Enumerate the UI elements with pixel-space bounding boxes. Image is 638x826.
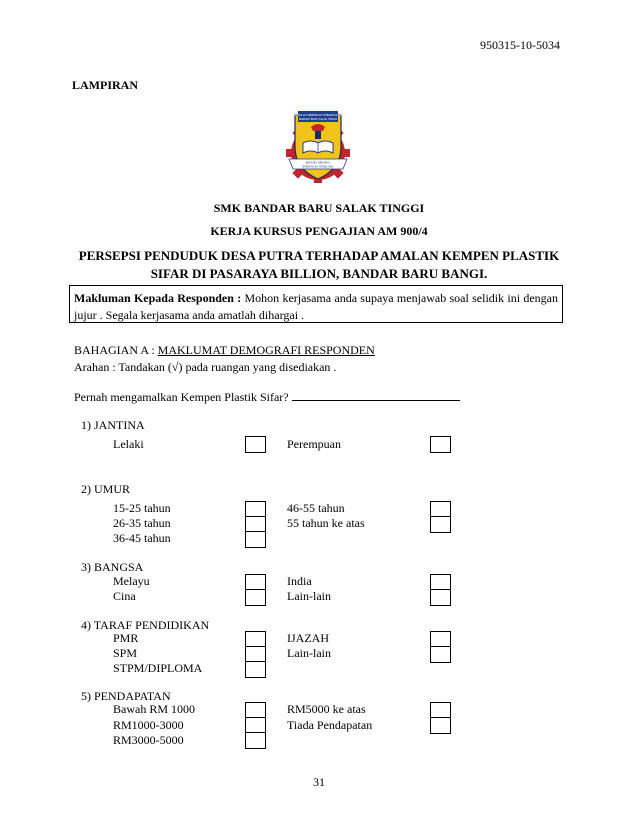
svg-text:BERILMU BERAMAL: BERILMU BERAMAL [305, 161, 331, 165]
option-label: 55 tahun ke atas [287, 516, 365, 530]
question-heading: 3) BANGSA [81, 560, 144, 574]
notice-label: Makluman Kepada Responden : [74, 291, 242, 305]
checkbox-tiada-pendapatan[interactable] [430, 717, 451, 734]
option-label: 46-55 tahun [287, 501, 345, 515]
question-heading: 1) JANTINA [81, 418, 145, 432]
checkbox-lain-lain-bangsa[interactable] [430, 589, 451, 606]
question-heading: 2) UMUR [81, 482, 131, 496]
option-label: 15-25 tahun [113, 501, 171, 515]
section-prefix: BAHAGIAN A : [74, 343, 158, 357]
option-label: RM3000-5000 [113, 733, 184, 747]
option-label: Perempuan [287, 437, 341, 451]
school-name: SMK BANDAR BARU SALAK TINGGI [213, 201, 425, 215]
svg-text:SEKOLAH MENENGAH KEBANGSAAN: SEKOLAH MENENGAH KEBANGSAAN [294, 114, 342, 117]
question-heading: 4) TARAF PENDIDIKAN [81, 618, 210, 632]
topic-title-line1: PERSEPSI PENDUDUK DESA PUTRA TERHADAP AMALAN KEMPEN PLASTIK [78, 248, 560, 263]
option-label: Lain-lain [287, 646, 331, 660]
option-label: STPM/DIPLOMA [113, 661, 203, 675]
option-label: IJAZAH [287, 631, 329, 645]
checkbox-36-45[interactable] [245, 531, 266, 548]
option-label: Lelaki [113, 437, 144, 451]
checkbox-lelaki[interactable] [245, 436, 266, 453]
option-label: Lain-lain [287, 589, 331, 603]
checkbox-lain-lain-pendidikan[interactable] [430, 646, 451, 663]
respondent-notice-box [69, 285, 563, 323]
school-crest-logo [281, 107, 355, 185]
option-label: Tiada Pendapatan [287, 718, 373, 732]
page-number: 31 [313, 775, 325, 789]
course-name: KERJA KURSUS PENGAJIAN AM 900/4 [210, 224, 428, 238]
option-label: 26-35 tahun [113, 516, 171, 530]
option-label: RM1000-3000 [113, 718, 184, 732]
checkbox-rm3000-5000[interactable] [245, 732, 266, 749]
svg-text:BERAKHLAK TERBILANG: BERAKHLAK TERBILANG [302, 165, 334, 169]
campaign-question [74, 390, 460, 405]
checkbox-perempuan[interactable] [430, 436, 451, 453]
notice-text: Mohon kerjasama anda supaya menjawab soal selidik ini dengan jujur . Segala kerjasama anda amatlah dihargai . [74, 291, 558, 322]
option-label: RM5000 ke atas [287, 702, 366, 716]
option-label: India [287, 574, 312, 588]
option-label: Cina [113, 589, 136, 603]
answer-blank-line[interactable] [292, 390, 460, 401]
option-label: Melayu [113, 574, 150, 588]
lampiran-heading: LAMPIRAN [72, 78, 138, 92]
checkbox-55-above[interactable] [430, 516, 451, 533]
document-id: 950315-10-5034 [480, 38, 560, 52]
option-label: SPM [113, 646, 138, 660]
instruction-text: Arahan : Tandakan (√) pada ruangan yang disediakan . [74, 360, 337, 374]
section-title: MAKLUMAT DEMOGRAFI RESPONDEN [157, 343, 375, 357]
campaign-question-text: Pernah mengamalkan Kempen Plastik Sifar? [74, 390, 292, 404]
checkbox-stpm-diploma[interactable] [245, 661, 266, 678]
option-label: Bawah RM 1000 [113, 702, 195, 716]
question-heading: 5) PENDAPATAN [81, 689, 171, 703]
option-label: 36-45 tahun [113, 531, 171, 545]
section-heading [74, 343, 375, 358]
topic-title-line2: SIFAR DI PASARAYA BILLION, BANDAR BARU BANGI. [150, 266, 488, 281]
svg-text:BANDAR BARU SALAK TINGGI: BANDAR BARU SALAK TINGGI [298, 118, 338, 121]
checkbox-cina[interactable] [245, 589, 266, 606]
option-label: PMR [113, 631, 139, 645]
